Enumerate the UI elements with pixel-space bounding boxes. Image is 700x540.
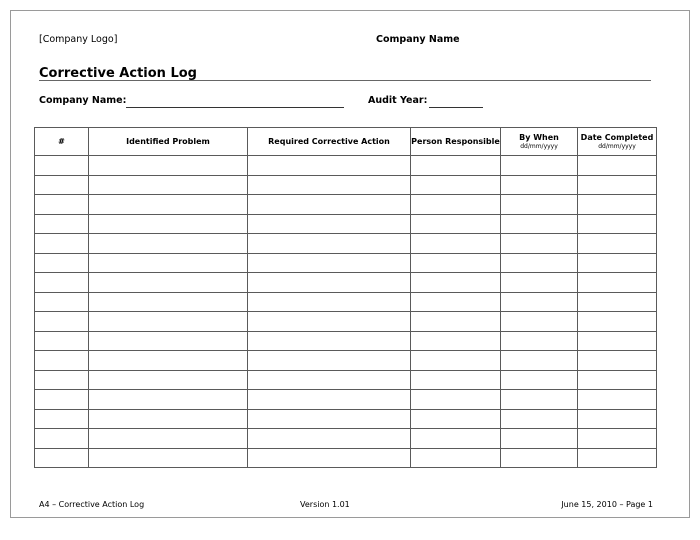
table-cell[interactable]: [248, 448, 411, 468]
table-cell[interactable]: [89, 156, 248, 176]
table-cell[interactable]: [89, 312, 248, 332]
table-row: [35, 448, 657, 468]
table-cell[interactable]: [89, 253, 248, 273]
table-cell[interactable]: [578, 292, 657, 312]
table-cell[interactable]: [248, 312, 411, 332]
table-cell[interactable]: [248, 370, 411, 390]
table-row: [35, 175, 657, 195]
table-cell[interactable]: [89, 429, 248, 449]
table-cell[interactable]: [35, 409, 89, 429]
table-cell[interactable]: [578, 409, 657, 429]
column-header-date-completed: Date Completed dd/mm/yyyy: [578, 128, 657, 156]
table-cell[interactable]: [35, 370, 89, 390]
table-cell[interactable]: [501, 370, 578, 390]
table-cell[interactable]: [501, 214, 578, 234]
table-row: [35, 292, 657, 312]
table-row: [35, 312, 657, 332]
table-row: [35, 370, 657, 390]
table-cell[interactable]: [89, 234, 248, 254]
table-cell[interactable]: [89, 409, 248, 429]
table-row: [35, 234, 657, 254]
table-cell[interactable]: [35, 292, 89, 312]
footer-version: Version 1.01: [300, 500, 350, 509]
table-cell[interactable]: [248, 331, 411, 351]
table-cell[interactable]: [35, 429, 89, 449]
company-name-field[interactable]: [126, 107, 344, 108]
table-row: [35, 253, 657, 273]
corrective-action-table: [34, 127, 657, 468]
table-cell[interactable]: [501, 175, 578, 195]
column-header-number: #: [35, 128, 89, 156]
table-cell[interactable]: [578, 156, 657, 176]
table-cell[interactable]: [35, 175, 89, 195]
column-header-person-responsible: Person Responsible: [411, 128, 501, 156]
table-cell[interactable]: [35, 312, 89, 332]
table-cell[interactable]: [248, 351, 411, 371]
table-header-row: [35, 128, 657, 156]
date-format-hint: dd/mm/yyyy: [598, 142, 636, 150]
table-row: [35, 214, 657, 234]
company-name-header: Company Name: [376, 34, 460, 45]
table-cell[interactable]: [89, 448, 248, 468]
table-cell[interactable]: [501, 292, 578, 312]
table-cell[interactable]: [411, 214, 501, 234]
table-cell[interactable]: [248, 429, 411, 449]
table-cell[interactable]: [248, 214, 411, 234]
table-cell[interactable]: [578, 214, 657, 234]
table-cell[interactable]: [578, 429, 657, 449]
table-cell[interactable]: [578, 195, 657, 215]
table-cell[interactable]: [248, 409, 411, 429]
table-cell[interactable]: [501, 448, 578, 468]
table-cell[interactable]: [35, 156, 89, 176]
audit-year-label: Audit Year:: [368, 95, 428, 106]
column-header-required-action: Required Corrective Action: [248, 128, 411, 156]
table-cell[interactable]: [578, 331, 657, 351]
table-cell[interactable]: [501, 331, 578, 351]
table-row: [35, 409, 657, 429]
table-cell[interactable]: [248, 273, 411, 293]
table-cell[interactable]: [411, 195, 501, 215]
table-cell[interactable]: [578, 370, 657, 390]
footer-document-name: A4 – Corrective Action Log: [39, 500, 145, 509]
table-cell[interactable]: [411, 429, 501, 449]
table-cell[interactable]: [411, 312, 501, 332]
table-cell[interactable]: [501, 312, 578, 332]
company-logo-placeholder: [Company Logo]: [39, 34, 118, 45]
table-cell[interactable]: [578, 448, 657, 468]
page-title: Corrective Action Log: [39, 66, 197, 81]
table-cell[interactable]: [411, 234, 501, 254]
table-cell[interactable]: [578, 273, 657, 293]
table-cell[interactable]: [35, 390, 89, 410]
table-cell[interactable]: [411, 273, 501, 293]
table-row: [35, 351, 657, 371]
table-cell[interactable]: [89, 175, 248, 195]
table-cell[interactable]: [35, 448, 89, 468]
table-cell[interactable]: [248, 292, 411, 312]
table-cell[interactable]: [501, 429, 578, 449]
table-cell[interactable]: [501, 273, 578, 293]
table-cell[interactable]: [89, 370, 248, 390]
table-cell[interactable]: [578, 175, 657, 195]
table-cell[interactable]: [89, 292, 248, 312]
table-cell[interactable]: [248, 253, 411, 273]
table-cell[interactable]: [89, 390, 248, 410]
table-cell[interactable]: [89, 195, 248, 215]
audit-year-field[interactable]: [429, 107, 483, 108]
table-cell[interactable]: [248, 390, 411, 410]
table-cell[interactable]: [578, 390, 657, 410]
table-cell[interactable]: [35, 273, 89, 293]
table-cell[interactable]: [578, 253, 657, 273]
table-row: [35, 429, 657, 449]
table-cell[interactable]: [501, 253, 578, 273]
footer-date-page: June 15, 2010 – Page 1: [561, 500, 653, 509]
table-cell[interactable]: [578, 312, 657, 332]
table-cell[interactable]: [89, 214, 248, 234]
table-cell[interactable]: [411, 409, 501, 429]
title-divider: [39, 80, 651, 81]
table-cell[interactable]: [89, 331, 248, 351]
table-cell[interactable]: [578, 351, 657, 371]
table-row: [35, 156, 657, 176]
table-cell[interactable]: [411, 390, 501, 410]
date-format-hint: dd/mm/yyyy: [520, 142, 558, 150]
table-body: [35, 156, 657, 468]
table-cell[interactable]: [411, 253, 501, 273]
table-cell[interactable]: [411, 292, 501, 312]
table-cell[interactable]: [578, 234, 657, 254]
table-cell[interactable]: [501, 390, 578, 410]
table-cell[interactable]: [411, 175, 501, 195]
table-cell[interactable]: [248, 195, 411, 215]
column-header-by-when: By When dd/mm/yyyy: [501, 128, 578, 156]
table-cell[interactable]: [411, 351, 501, 371]
table-cell[interactable]: [501, 156, 578, 176]
table-row: [35, 273, 657, 293]
table-cell[interactable]: [248, 156, 411, 176]
table-cell[interactable]: [411, 448, 501, 468]
table-row: [35, 331, 657, 351]
table-cell[interactable]: [35, 234, 89, 254]
table-cell[interactable]: [35, 195, 89, 215]
table-cell[interactable]: [411, 156, 501, 176]
table-cell[interactable]: [248, 175, 411, 195]
table-cell[interactable]: [89, 351, 248, 371]
table-row: [35, 195, 657, 215]
table-row: [35, 390, 657, 410]
table-cell[interactable]: [501, 234, 578, 254]
table-cell[interactable]: [35, 331, 89, 351]
table-cell[interactable]: [501, 409, 578, 429]
table-cell[interactable]: [501, 351, 578, 371]
table-cell[interactable]: [411, 370, 501, 390]
table-cell[interactable]: [35, 214, 89, 234]
table-cell[interactable]: [411, 331, 501, 351]
table-cell[interactable]: [35, 351, 89, 371]
company-name-label: Company Name:: [39, 95, 127, 106]
table-cell[interactable]: [89, 273, 248, 293]
table-cell[interactable]: [35, 253, 89, 273]
table-cell[interactable]: [248, 234, 411, 254]
column-header-identified-problem: Identified Problem: [89, 128, 248, 156]
document-page: [10, 10, 690, 518]
table-cell[interactable]: [501, 195, 578, 215]
